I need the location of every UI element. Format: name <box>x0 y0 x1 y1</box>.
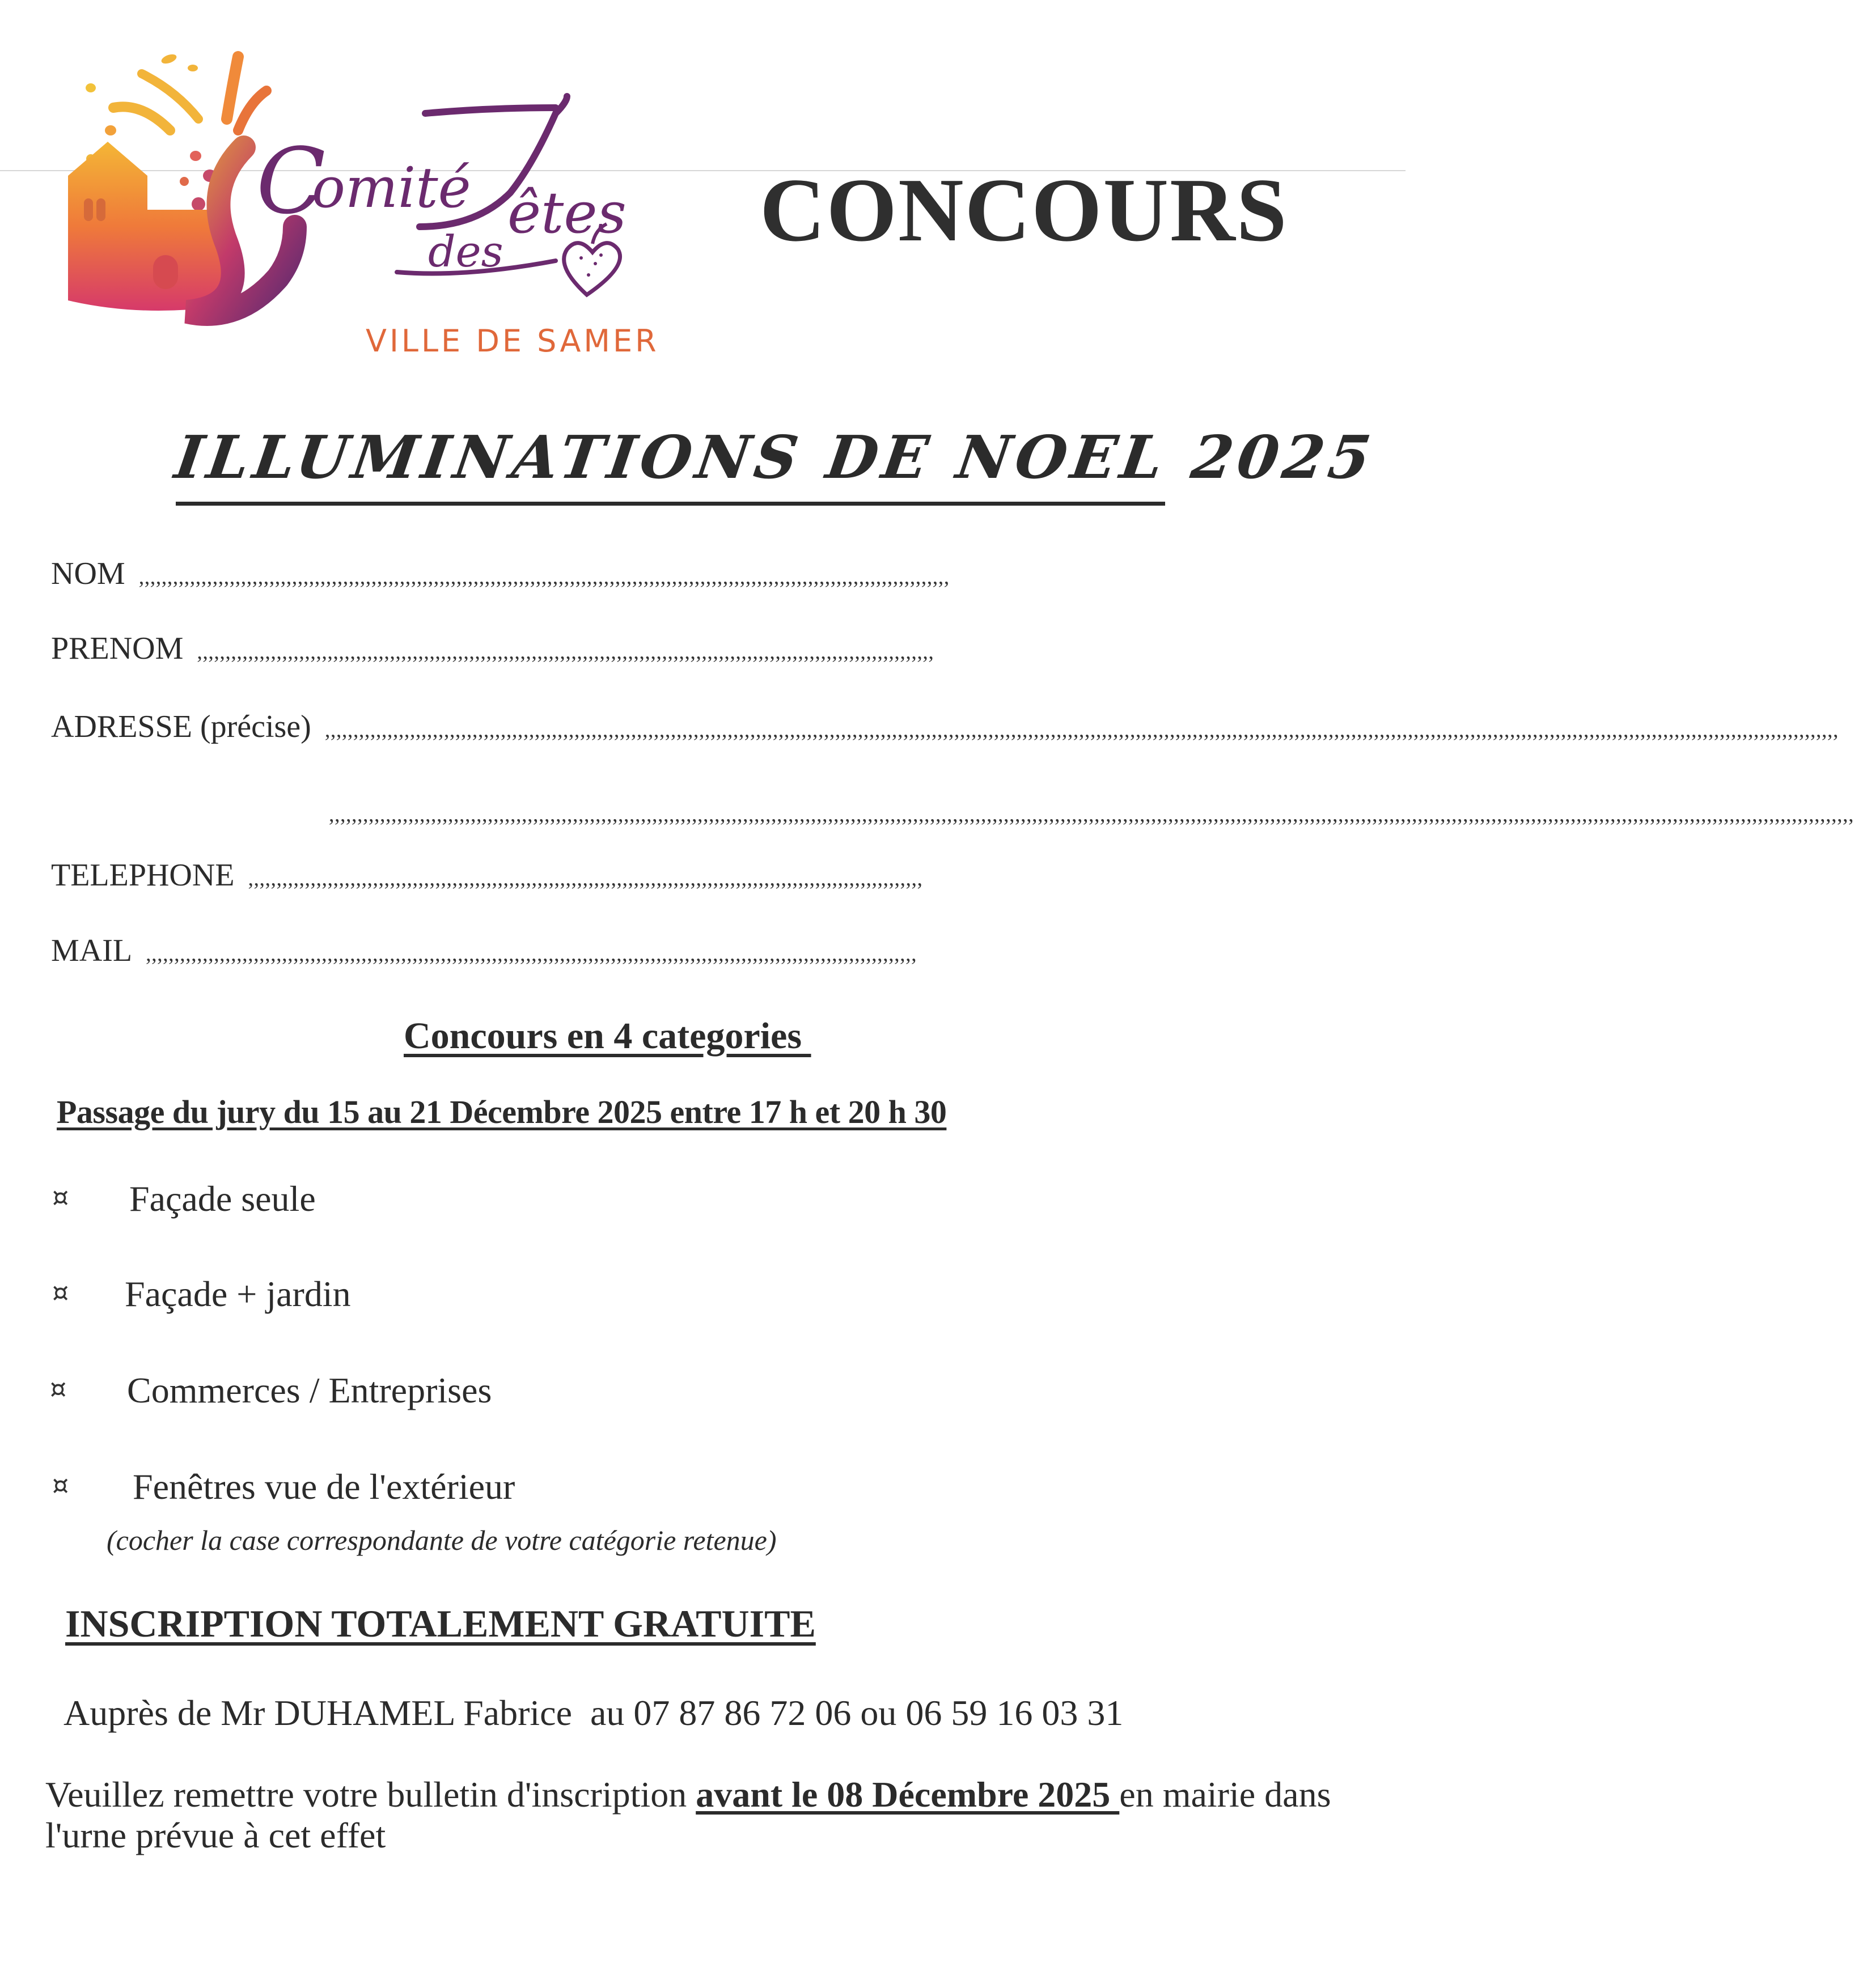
logo-word-fetes: êtes <box>507 180 627 246</box>
category-label-commerces: Commerces / Entreprises <box>127 1370 492 1410</box>
field-label-adresse: ADRESSE (précise) <box>51 709 311 744</box>
categories-heading: Concours en 4 categories <box>404 1015 811 1057</box>
field-input-nom[interactable]: ,,,,,,,,,,,,,,,,,,,,,,,,,,,,,,,,,,,,,,,,,,,,,,,,,,,,,,,,,,,,,,,,,,,,,,,,,,,,,,,,,,,,,,,,,,,,,,,,,,,,,,,,,,,,,,,,,,,,,,,,,,,,,,,,,,,,,,,,,,,,,,, <box>138 565 950 589</box>
field-label-mail: MAIL <box>51 933 133 968</box>
deadline-text-after: en mairie dans l'urne prévue à cet effet <box>45 1774 1331 1855</box>
field-label-telephone: TELEPHONE <box>51 858 235 893</box>
jury-dates: Passage du jury du 15 au 21 Décembre 2025 entre 17 h et 20 h 30 <box>57 1093 947 1130</box>
logo-initial-c: C <box>256 128 326 234</box>
category-label-facade-seule: Façade seule <box>129 1179 316 1219</box>
checkbox-fenetres[interactable]: ¤ <box>52 1470 69 1500</box>
category-hint: (cocher la case correspondante de votre catégorie retenue) <box>107 1524 777 1556</box>
deadline-date: avant le 08 Décembre 2025 <box>696 1774 1120 1815</box>
comite-des-fetes-logo <box>57 40 658 357</box>
contact-info: Auprès de Mr DUHAMEL Fabrice au 07 87 86 72 06 ou 06 59 16 03 31 <box>64 1693 1124 1733</box>
category-label-facade-jardin: Façade + jardin <box>125 1274 351 1314</box>
field-input-adresse[interactable]: ,,,,,,,,,,,,,,,,,,,,,,,,,,,,,,,,,,,,,,,,,,,,,,,,,,,,,,,,,,,,,,,,,,,,,,,,,,,,,,,,,,,,,,,,,,,,,,,,,,,,,,,,,,,,,,,,,,,,,,,,,,,,,,,,,,,,,,,,,,,,,,,,,,,,,,,,,,,,,,,,,,,,,,,,,,,,,,,,,,,,,,,,,,,,,,,,,,,,,,,,,,,,,,,,,,,,,,,,,,,,,,,,,,,,,,,,,,,,,,,,,,,,,,,,,,,,,,,,,,,,,,,,,,, <box>324 718 1839 742</box>
logo-graphic-icon <box>57 40 658 357</box>
field-mail <box>51 932 917 969</box>
field-input-mail[interactable]: ,,,,,,,,,,,,,,,,,,,,,,,,,,,,,,,,,,,,,,,,,,,,,,,,,,,,,,,,,,,,,,,,,,,,,,,,,,,,,,,,,,,,,,,,,,,,,,,,,,,,,,,,,,,,,,,,,,,,,,,,,,,,,,,,,,,,,,,, <box>146 942 917 966</box>
deadline-notice <box>45 1774 1372 1856</box>
logo-village-name: VILLE DE SAMER <box>366 323 659 359</box>
checkbox-facade-jardin[interactable]: ¤ <box>52 1277 69 1308</box>
title-underline <box>176 502 1165 506</box>
free-registration-heading: INSCRIPTION TOTALEMENT GRATUITE <box>65 1602 816 1645</box>
field-adresse <box>51 709 1839 745</box>
field-nom <box>51 556 950 592</box>
deadline-text-before: Veuillez remettre votre bulletin d'inscription <box>45 1774 696 1815</box>
field-label-nom: NOM <box>51 556 125 591</box>
logo-word-des: des <box>428 226 503 277</box>
category-label-fenetres: Fenêtres vue de l'extérieur <box>133 1466 515 1507</box>
field-input-telephone[interactable]: ,,,,,,,,,,,,,,,,,,,,,,,,,,,,,,,,,,,,,,,,,,,,,,,,,,,,,,,,,,,,,,,,,,,,,,,,,,,,,,,,,,,,,,,,,,,,,,,,,,,,,,,,,,,,,,,,,,,,,,, <box>248 867 923 891</box>
checkbox-facade-seule[interactable]: ¤ <box>52 1182 69 1213</box>
page-title: CONCOURS <box>760 159 1288 260</box>
field-telephone <box>51 857 923 893</box>
field-prenom <box>51 630 934 667</box>
field-input-prenom[interactable]: ,,,,,,,,,,,,,,,,,,,,,,,,,,,,,,,,,,,,,,,,,,,,,,,,,,,,,,,,,,,,,,,,,,,,,,,,,,,,,,,,,,,,,,,,,,,,,,,,,,,,,,,,,,,,,,,,,,,,,,,,,,,,,,,,,, <box>197 640 934 664</box>
field-label-prenom: PRENOM <box>51 631 184 666</box>
field-input-adresse-line2[interactable]: ,,,,,,,,,,,,,,,,,,,,,,,,,,,,,,,,,,,,,,,,,,,,,,,,,,,,,,,,,,,,,,,,,,,,,,,,,,,,,,,,,,,,,,,,,,,,,,,,,,,,,,,,,,,,,,,,,,,,,,,,,,,,,,,,,,,,,,,,,,,,,,,,,,,,,,,,,,,,,,,,,,,,,,,,,,,,,,,,,,,,,,,,,,,,,,,,,,,,,,,,,,,,,,,,,,,,,,,,,,,,,,,,,,,,,,,,,,,,,,,,,,,,,,,,,,,,,,,,,,,,,,,,,,,,, <box>329 803 1854 826</box>
logo-word-comite: omité <box>312 156 471 221</box>
contest-title: ILLUMINATIONS DE NOEL 2025 <box>171 422 1379 492</box>
checkbox-commerces[interactable]: ¤ <box>50 1374 67 1404</box>
